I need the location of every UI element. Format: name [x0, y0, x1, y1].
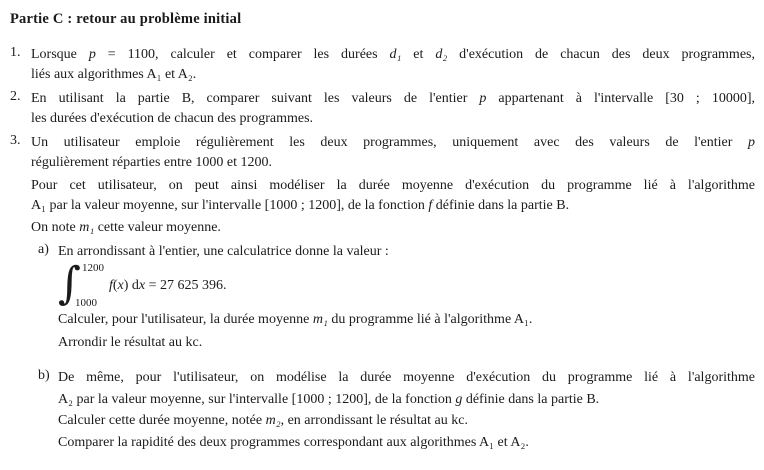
integral-sign: ∫ — [58, 258, 81, 309]
sub-item-b — [38, 368, 755, 452]
text-line: On note m₁ cette valeur moyenne. — [31, 220, 221, 235]
text-line: En utilisant la partie B, comparer suivant les valeurs de l'entier p appartenant à l'intervalle [30 ; 10000], — [31, 91, 755, 106]
text-line: liés aux algorithmes A₁ et A₂. — [31, 66, 197, 82]
sub-item-content — [58, 242, 755, 353]
text-line: De même, pour l'utilisateur, on modélise la durée moyenne d'exécution du programme lié à l'algorithme — [58, 370, 755, 385]
integral-formula — [58, 258, 755, 310]
item-content — [31, 45, 755, 84]
text-line: Arrondir le résultat au kc. — [58, 334, 203, 350]
text-line: A₂ par la valeur moyenne, sur l'intervalle [1000 ; 1200], de la fonction g définie dans la partie B. — [58, 391, 600, 407]
text-line: Un utilisateur emploie régulièrement les deux programmes, uniquement avec des valeurs de l'entier p — [31, 135, 755, 150]
list-item-3 — [10, 133, 755, 452]
integral-lower-bound: 1000 — [74, 296, 97, 309]
integral-upper-bound: 1200 — [81, 261, 104, 274]
item-content — [31, 89, 755, 128]
sub-item-a — [38, 242, 755, 353]
item-number: 2. — [10, 89, 21, 104]
paragraph-note — [31, 218, 755, 238]
list-item-1 — [10, 45, 755, 84]
item-number: 3. — [10, 133, 21, 148]
text-line: Comparer la rapidité des deux programmes correspondant aux algorithmes A₁ et A₂. — [58, 434, 529, 450]
text-line: Lorsque p = 1100, calculer et comparer les durées d₁ et d₂ d'exécution de chacun des deux programmes, — [31, 47, 755, 62]
text-line: les durées d'exécution de chacun des programmes. — [31, 110, 314, 126]
integral-bounds — [74, 261, 104, 311]
integral-expression: f(x) dx = 27 625 396. — [108, 278, 227, 293]
sub-item-marker: a) — [38, 241, 49, 257]
sub-item-marker: b) — [38, 368, 50, 383]
text-line: régulièrement réparties entre 1000 et 1200. — [31, 154, 273, 170]
text-line: Pour cet utilisateur, on peut ainsi modéliser la durée moyenne d'exécution du programme lié à l'algorithme — [31, 178, 755, 193]
item-content — [31, 133, 755, 452]
sub-item-content — [58, 368, 755, 452]
list-item-2 — [10, 89, 755, 128]
text-line: Calculer, pour l'utilisateur, la durée moyenne m₁ du programme lié à l'algorithme A₁. — [58, 312, 533, 327]
paragraph-model — [31, 176, 755, 215]
section-heading: Partie C : retour au problème initial — [10, 11, 242, 27]
text-line: A₁ par la valeur moyenne, sur l'intervalle [1000 ; 1200], de la fonction f définie dans la partie B. — [31, 197, 570, 213]
item-number: 1. — [10, 45, 21, 60]
text-line: Calculer cette durée moyenne, notée m₂, en arrondissant le résultat au kc. — [58, 413, 468, 428]
text-line: En arrondissant à l'entier, une calculatrice donne la valeur : — [58, 243, 389, 259]
